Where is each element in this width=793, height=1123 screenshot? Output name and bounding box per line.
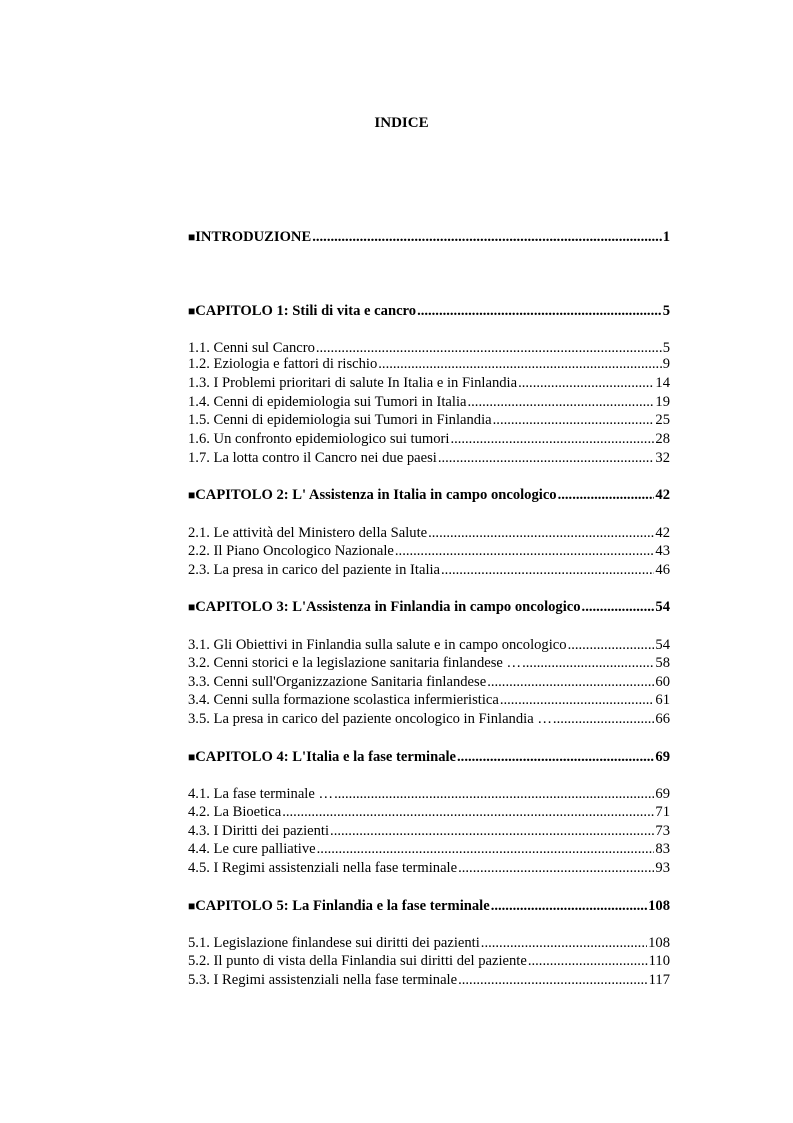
- toc-section: [188, 710, 670, 728]
- page-number: 14: [655, 375, 670, 391]
- page-number: 42: [655, 525, 670, 541]
- dot-leader: [468, 393, 655, 411]
- page-number: 54: [655, 599, 670, 615]
- page-number: 61: [655, 692, 670, 708]
- toc-section: [188, 971, 670, 989]
- toc-chapter-2: [188, 486, 670, 504]
- toc-section: [188, 952, 670, 970]
- page-title: INDICE: [374, 115, 429, 131]
- toc-section: [188, 859, 670, 877]
- chapter-title: CAPITOLO 4: L'Italia e la fase terminale: [195, 749, 457, 765]
- toc-section: [188, 411, 670, 429]
- dot-leader: [491, 897, 647, 915]
- page-number: 71: [655, 804, 670, 820]
- dot-leader: [481, 934, 647, 952]
- toc-section: [188, 542, 670, 560]
- dot-leader: [582, 598, 655, 616]
- dot-leader: [441, 561, 654, 579]
- page-number: 93: [655, 860, 670, 876]
- section-title: 1.5. Cenni di epidemiologia sui Tumori in Finlandia: [188, 412, 492, 428]
- dot-leader: [282, 803, 654, 821]
- page-number: 28: [655, 431, 670, 447]
- toc-section: [188, 840, 670, 858]
- page-number: 5: [662, 340, 670, 356]
- dot-leader: [417, 302, 662, 320]
- page-number: 60: [655, 674, 670, 690]
- page-number: 25: [655, 412, 670, 428]
- dot-leader: [330, 822, 654, 840]
- dot-leader: [312, 228, 661, 246]
- page-number: 19: [655, 394, 670, 410]
- section-title: 4.5. I Regimi assistenziali nella fase terminale: [188, 860, 458, 876]
- dot-leader: [317, 840, 655, 858]
- page-number: 110: [648, 953, 670, 969]
- dot-leader: [395, 542, 655, 560]
- page-number: 54: [655, 637, 670, 653]
- toc-section: [188, 822, 670, 840]
- section-title: 2.3. La presa in carico del paziente in Italia: [188, 562, 441, 578]
- toc-section: [188, 691, 670, 709]
- page-number: 1: [662, 229, 670, 245]
- section-title: 4.2. La Bioetica: [188, 804, 282, 820]
- dot-leader: [438, 449, 655, 467]
- toc-section: [188, 374, 670, 392]
- toc-section: [188, 524, 670, 542]
- bullet-icon: ■: [188, 600, 196, 614]
- toc-section: [188, 636, 670, 654]
- toc-section: [188, 355, 670, 373]
- section-title: 3.2. Cenni storici e la legislazione sanitaria finlandese …: [188, 655, 522, 671]
- section-title: 1.2. Eziologia e fattori di rischio: [188, 356, 378, 372]
- toc-chapter-4: [188, 748, 670, 766]
- page-number: 73: [655, 823, 670, 839]
- section-title: 4.1. La fase terminale …: [188, 786, 334, 802]
- page-number: 108: [648, 935, 670, 951]
- toc-section: [188, 785, 670, 803]
- dot-leader: [522, 654, 654, 672]
- dot-leader: [500, 691, 655, 709]
- section-title: 2.1. Le attività del Ministero della Salute: [188, 525, 428, 541]
- section-title: 3.5. La presa in carico del paziente oncologico in Finlandia …: [188, 711, 552, 727]
- dot-leader: [334, 785, 654, 803]
- section-title: 3.1. Gli Obiettivi in Finlandia sulla salute e in campo oncologico: [188, 637, 567, 653]
- page-number: 46: [655, 562, 670, 578]
- bullet-icon: ■: [188, 304, 196, 318]
- chapter-title: INTRODUZIONE: [195, 229, 312, 245]
- page-number: 108: [648, 898, 670, 914]
- toc-chapter-3: [188, 598, 670, 616]
- section-title: 4.4. Le cure palliative: [188, 841, 316, 857]
- bullet-icon: ■: [188, 230, 196, 244]
- dot-leader: [558, 486, 655, 504]
- bullet-icon: ■: [188, 750, 196, 764]
- chapter-title: CAPITOLO 1: Stili di vita e cancro: [195, 303, 417, 319]
- toc-section: [188, 449, 670, 467]
- chapter-title: CAPITOLO 3: L'Assistenza in Finlandia in campo oncologico: [195, 599, 581, 615]
- dot-leader: [518, 374, 654, 392]
- page-number: 5: [662, 303, 670, 319]
- section-title: 4.3. I Diritti dei pazienti: [188, 823, 330, 839]
- toc-section: [188, 430, 670, 448]
- section-title: 1.1. Cenni sul Cancro: [188, 340, 315, 356]
- dot-leader: [428, 524, 654, 542]
- dot-leader: [487, 673, 654, 691]
- dot-leader: [450, 430, 654, 448]
- dot-leader: [568, 636, 655, 654]
- toc-section: [188, 673, 670, 691]
- toc-section: [188, 803, 670, 821]
- section-title: 5.1. Legislazione finlandese sui diritti dei pazienti: [188, 935, 480, 951]
- section-title: 3.4. Cenni sulla formazione scolastica infermieristica: [188, 692, 499, 708]
- page-number: 66: [655, 711, 670, 727]
- page-number: 58: [655, 655, 670, 671]
- section-title: 1.7. La lotta contro il Cancro nei due paesi: [188, 450, 437, 466]
- chapter-title: CAPITOLO 2: L' Assistenza in Italia in campo oncologico: [195, 487, 557, 503]
- toc-section: [188, 654, 670, 672]
- page-number: 32: [655, 450, 670, 466]
- section-title: 1.4. Cenni di epidemiologia sui Tumori in Italia: [188, 394, 467, 410]
- bullet-icon: ■: [188, 899, 196, 913]
- dot-leader: [378, 355, 661, 373]
- page-number: 83: [655, 841, 670, 857]
- page-number: 9: [662, 356, 670, 372]
- dot-leader: [493, 411, 655, 429]
- toc-section: [188, 393, 670, 411]
- toc-chapter-5: [188, 897, 670, 915]
- toc-section: [188, 561, 670, 579]
- section-title: 5.2. Il punto di vista della Finlandia sui diritti del paziente: [188, 953, 527, 969]
- page-number: 69: [655, 749, 670, 765]
- dot-leader: [458, 859, 654, 877]
- page-number: 117: [648, 972, 670, 988]
- section-title: 1.3. I Problemi prioritari di salute In Italia e in Finlandia: [188, 375, 518, 391]
- chapter-title: CAPITOLO 5: La Finlandia e la fase terminale: [195, 898, 490, 914]
- dot-leader: [553, 710, 654, 728]
- section-title: 2.2. Il Piano Oncologico Nazionale: [188, 543, 394, 559]
- bullet-icon: ■: [188, 488, 196, 502]
- dot-leader: [457, 748, 654, 766]
- section-title: 3.3. Cenni sull'Organizzazione Sanitaria finlandese: [188, 674, 487, 690]
- section-title: 5.3. I Regimi assistenziali nella fase terminale: [188, 972, 458, 988]
- dot-leader: [458, 971, 648, 989]
- toc-chapter-introduzione: [188, 228, 670, 246]
- dot-leader: [528, 952, 648, 970]
- toc-section: [188, 934, 670, 952]
- section-title: 1.6. Un confronto epidemiologico sui tumori: [188, 431, 450, 447]
- page-number: 42: [655, 487, 670, 503]
- page-number: 69: [655, 786, 670, 802]
- page-number: 43: [655, 543, 670, 559]
- toc-chapter-1: [188, 302, 670, 320]
